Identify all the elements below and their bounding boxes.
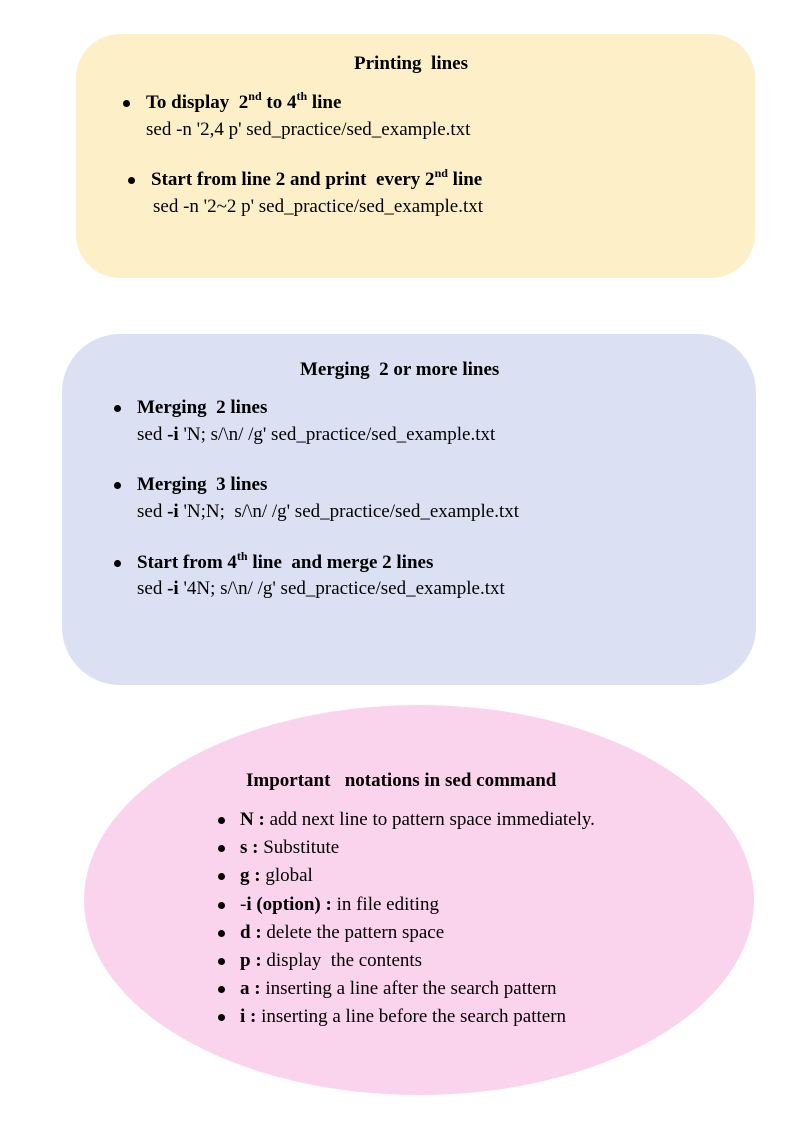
merging-item3-command: sed -i '4N; s/\n/ /g' sed_practice/sed_example.txt bbox=[137, 578, 505, 599]
bullet-icon bbox=[218, 845, 225, 852]
notation-key: d : bbox=[240, 922, 262, 943]
notation-item bbox=[240, 809, 595, 831]
notation-item bbox=[240, 950, 422, 972]
bullet-icon bbox=[114, 482, 121, 489]
bullet-icon bbox=[218, 873, 225, 880]
bullet-icon bbox=[218, 958, 225, 965]
notation-description: Substitute bbox=[258, 837, 340, 858]
bullet-icon bbox=[114, 405, 121, 412]
notation-key: s : bbox=[240, 837, 259, 858]
bullet-icon bbox=[218, 930, 225, 937]
printing-item1-command: sed -n '2,4 p' sed_practice/sed_example.txt bbox=[146, 119, 471, 140]
notation-description: inserting a line after the search pattern bbox=[260, 978, 557, 999]
merging-item2-command: sed -i 'N;N; s/\n/ /g' sed_practice/sed_example.txt bbox=[137, 501, 520, 522]
printing-item2-command: sed -n '2~2 p' sed_practice/sed_example.txt bbox=[153, 196, 483, 217]
notation-key: p : bbox=[240, 950, 262, 971]
notation-item bbox=[240, 837, 339, 859]
merging-item1-heading: Merging 2 lines bbox=[137, 397, 268, 418]
notation-prefix: - bbox=[240, 894, 247, 915]
merging-item2-heading: Merging 3 lines bbox=[137, 474, 268, 495]
notation-key: i (option) : bbox=[246, 894, 332, 915]
notation-description: delete the pattern space bbox=[261, 922, 445, 943]
merging-item1-command: sed -i 'N; s/\n/ /g' sed_practice/sed_example.txt bbox=[137, 424, 496, 445]
notation-item bbox=[240, 894, 439, 916]
notation-description: global bbox=[260, 865, 313, 886]
bullet-icon bbox=[218, 986, 225, 993]
notation-item bbox=[240, 978, 557, 1000]
notation-description: display the contents bbox=[261, 950, 423, 971]
notation-description: add next line to pattern space immediately. bbox=[264, 809, 595, 830]
notation-item bbox=[240, 922, 444, 944]
notation-key: g : bbox=[240, 865, 261, 886]
notation-description: inserting a line before the search pattern bbox=[256, 1006, 567, 1027]
notation-description: in file editing bbox=[331, 894, 439, 915]
notation-key: N : bbox=[240, 809, 265, 830]
notation-item bbox=[240, 865, 313, 887]
notation-key: a : bbox=[240, 978, 261, 999]
merging-item3-heading: Start from 4th line and merge 2 lines bbox=[137, 548, 434, 573]
notations-title: Important notations in sed command bbox=[246, 770, 557, 791]
bullet-icon bbox=[128, 177, 135, 184]
notation-item bbox=[240, 1006, 566, 1028]
bullet-icon bbox=[123, 100, 130, 107]
bullet-icon bbox=[218, 902, 225, 909]
printing-item1-heading: To display 2nd to 4th line bbox=[146, 88, 342, 113]
bullet-icon bbox=[218, 817, 225, 824]
printing-item2-heading: Start from line 2 and print every 2nd line bbox=[151, 165, 483, 190]
notation-key: i : bbox=[240, 1006, 257, 1027]
bullet-icon bbox=[218, 1014, 225, 1021]
printing-lines-title: Printing lines bbox=[354, 53, 469, 74]
merging-lines-title: Merging 2 or more lines bbox=[300, 359, 500, 380]
bullet-icon bbox=[114, 560, 121, 567]
